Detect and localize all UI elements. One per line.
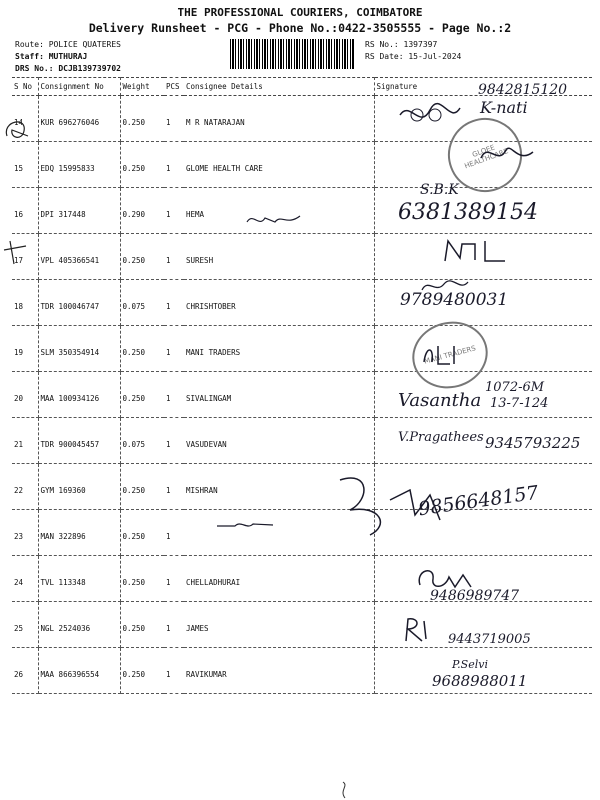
cell-weight: 0.250 bbox=[120, 464, 164, 510]
cell-sno: 22 bbox=[12, 464, 38, 510]
handwritten-mark-17 bbox=[2, 236, 32, 266]
handwritten-phone-25: 9443719005 bbox=[448, 632, 531, 647]
cell-consignee: SURESH bbox=[184, 234, 374, 280]
cell-pcs: 1 bbox=[164, 142, 184, 188]
col-pcs-header: PCS bbox=[164, 78, 184, 96]
handwritten-name-26: P.Selvi bbox=[452, 658, 488, 671]
staff-line: Staff: MUTHURAJ bbox=[15, 52, 88, 61]
cell-consignment: NGL 2524036 bbox=[38, 602, 120, 648]
barcode bbox=[230, 39, 355, 69]
handwritten-phone-24: 9486989747 bbox=[430, 588, 520, 604]
cell-weight: 0.250 bbox=[120, 372, 164, 418]
cell-consignee: JAMES bbox=[184, 602, 374, 648]
cell-weight: 0.250 bbox=[120, 142, 164, 188]
handwritten-phone-18: 9789480031 bbox=[400, 290, 509, 310]
cell-sno: 17 bbox=[12, 234, 38, 280]
cell-consignment: TDR 100046747 bbox=[38, 280, 120, 326]
signature-scribble-17 bbox=[440, 236, 510, 266]
cell-consignment: VPL 405366541 bbox=[38, 234, 120, 280]
cell-consignee: CHELLADHURAI bbox=[184, 556, 374, 602]
cell-sno: 25 bbox=[12, 602, 38, 648]
cell-weight: 0.250 bbox=[120, 602, 164, 648]
col-sno-header: S No bbox=[12, 78, 38, 96]
stamp-mani-traders: MANI TRADERS bbox=[405, 313, 495, 396]
cell-pcs: 1 bbox=[164, 556, 184, 602]
company-title: THE PROFESSIONAL COURIERS, COIMBATORE bbox=[177, 6, 423, 19]
handwritten-note-20: 1072-6M bbox=[485, 380, 545, 395]
cell-sno: 19 bbox=[12, 326, 38, 372]
cell-pcs: 1 bbox=[164, 602, 184, 648]
cell-weight: 0.075 bbox=[120, 280, 164, 326]
staff-value: MUTHURAJ bbox=[48, 52, 88, 61]
cell-pcs: 1 bbox=[164, 326, 184, 372]
cell-consignee: SIVALINGAM bbox=[184, 372, 374, 418]
cell-pcs: 1 bbox=[164, 510, 184, 556]
handwritten-phone-21: 9345793225 bbox=[485, 434, 581, 452]
cell-consignment: MAN 322896 bbox=[38, 510, 120, 556]
handwritten-initials-16: S.B.K bbox=[420, 182, 459, 198]
cell-consignment: KUR 696276046 bbox=[38, 96, 120, 142]
cell-weight: 0.250 bbox=[120, 510, 164, 556]
cell-sno: 15 bbox=[12, 142, 38, 188]
runsheet-title: Delivery Runsheet - PCG - Phone No.:0422-3505555 - Page No.:2 bbox=[88, 21, 512, 35]
handwritten-name-14: K-nati bbox=[480, 98, 528, 117]
signature-scribble-23 bbox=[215, 518, 275, 532]
table-row bbox=[12, 326, 592, 372]
signature-scribble-19 bbox=[420, 342, 460, 368]
cell-consignee: RAVIKUMAR bbox=[184, 648, 374, 694]
cell-sno: 21 bbox=[12, 418, 38, 464]
handwritten-phone-16: 6381389154 bbox=[398, 200, 538, 225]
signature-scribble-25 bbox=[400, 615, 436, 645]
rs-no-line: RS No.: 1397397 bbox=[365, 40, 438, 49]
drs-value: DCJB139739702 bbox=[58, 64, 121, 73]
cell-pcs: 1 bbox=[164, 234, 184, 280]
cell-sno: 18 bbox=[12, 280, 38, 326]
cell-weight: 0.075 bbox=[120, 418, 164, 464]
handwritten-date-20: 13-7-124 bbox=[490, 396, 549, 411]
cell-pcs: 1 bbox=[164, 464, 184, 510]
handwritten-name-20: Vasantha bbox=[398, 390, 482, 411]
cell-weight: 0.290 bbox=[120, 188, 164, 234]
signature-scribble-18 bbox=[420, 278, 470, 296]
signature-scribble-15 bbox=[478, 140, 538, 168]
cell-pcs: 1 bbox=[164, 188, 184, 234]
cell-pcs: 1 bbox=[164, 372, 184, 418]
cell-pcs: 1 bbox=[164, 418, 184, 464]
cell-weight: 0.250 bbox=[120, 96, 164, 142]
col-consignee-header: Consignee Details bbox=[184, 78, 374, 96]
col-consignment-header: Consignment No bbox=[38, 78, 120, 96]
handwritten-phone-22: 9856648157 bbox=[417, 481, 540, 521]
route-value: POLICE QUATERES bbox=[48, 40, 121, 49]
cell-consignee: HEMA bbox=[184, 188, 374, 234]
cell-weight: 0.250 bbox=[120, 556, 164, 602]
handwritten-mark-bottom bbox=[335, 780, 351, 800]
cell-consignee: MANI TRADERS bbox=[184, 326, 374, 372]
cell-consignment: EDQ 15995833 bbox=[38, 142, 120, 188]
rs-no-value: 1397397 bbox=[403, 40, 438, 49]
route-line: Route: POLICE QUATERES bbox=[15, 40, 121, 49]
signature-scribble-16 bbox=[245, 210, 305, 230]
cell-weight: 0.250 bbox=[120, 234, 164, 280]
cell-consignment: MAA 866396554 bbox=[38, 648, 120, 694]
cell-consignee: GLOME HEALTH CARE bbox=[184, 142, 374, 188]
drs-line: DRS No.: DCJB139739702 bbox=[15, 64, 121, 73]
cell-sno: 23 bbox=[12, 510, 38, 556]
cell-consignment: GYM 169360 bbox=[38, 464, 120, 510]
col-signature-header: Signature bbox=[374, 78, 592, 96]
col-weight-header: Weight bbox=[120, 78, 164, 96]
handwritten-phone-14: 9842815120 bbox=[478, 82, 568, 98]
rs-date-value: 15-Jul-2024 bbox=[408, 52, 462, 61]
cell-sno: 26 bbox=[12, 648, 38, 694]
cell-consignment: TDR 900045457 bbox=[38, 418, 120, 464]
cell-consignee: M R NATARAJAN bbox=[184, 96, 374, 142]
cell-sno: 14 bbox=[12, 96, 38, 142]
cell-pcs: 1 bbox=[164, 96, 184, 142]
cell-pcs: 1 bbox=[164, 280, 184, 326]
cell-consignee: CHRISHTOBER bbox=[184, 280, 374, 326]
signature-scribble-14 bbox=[395, 100, 465, 130]
table-row bbox=[12, 510, 592, 556]
cell-consignee: VASUDEVAN bbox=[184, 418, 374, 464]
cell-sno: 24 bbox=[12, 556, 38, 602]
rs-date-line: RS Date: 15-Jul-2024 bbox=[365, 52, 462, 61]
cell-consignment: TVL 113348 bbox=[38, 556, 120, 602]
cell-sno: 16 bbox=[12, 188, 38, 234]
handwritten-phone-26: 9688988011 bbox=[432, 672, 528, 690]
stamp-gloee: GLOEE HEALTHCARE bbox=[438, 108, 533, 203]
cell-weight: 0.250 bbox=[120, 648, 164, 694]
cell-sno: 20 bbox=[12, 372, 38, 418]
handwritten-mark-margin bbox=[2, 116, 32, 144]
cell-weight: 0.250 bbox=[120, 326, 164, 372]
cell-consignment: SLM 350354914 bbox=[38, 326, 120, 372]
cell-consignment: DPI 317448 bbox=[38, 188, 120, 234]
handwritten-name-21: V.Pragathees bbox=[398, 430, 484, 445]
cell-consignment: MAA 100934126 bbox=[38, 372, 120, 418]
cell-consignee: MISHRAN bbox=[184, 464, 374, 510]
cell-pcs: 1 bbox=[164, 648, 184, 694]
